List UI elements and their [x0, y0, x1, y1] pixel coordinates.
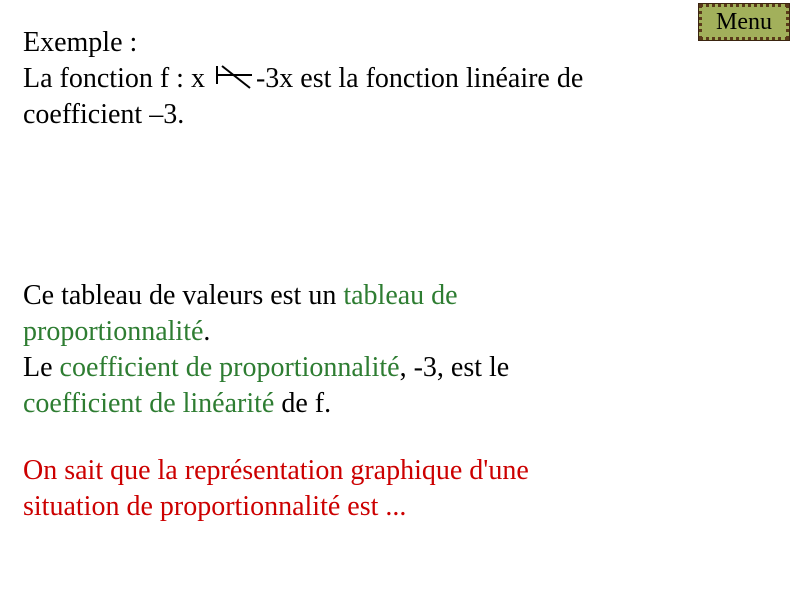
- le-text: Le: [23, 352, 60, 383]
- function-prefix: La fonction f : x: [23, 63, 205, 94]
- term-coefficient-proportionnalite: coefficient de proportionnalité: [59, 352, 400, 383]
- term-proportionnalite: proportionnalité: [23, 316, 204, 347]
- question-block: [23, 453, 529, 525]
- question-line-1: On sait que la représentation graphique d'une: [23, 455, 529, 486]
- term-tableau-de: tableau de: [343, 280, 458, 311]
- coefficient-line: coefficient –3.: [23, 99, 185, 130]
- explanation-line-4: [23, 386, 509, 422]
- explanation-block: [23, 278, 509, 422]
- function-suffix: -3x est la fonction linéaire de: [255, 63, 584, 94]
- explanation-line-2: [23, 314, 509, 350]
- table-text: Ce tableau de valeurs est un: [23, 280, 344, 311]
- function-definition-line: [23, 61, 583, 97]
- de-f-text: de f.: [274, 388, 332, 419]
- coefficient-value-text: , -3, est le: [399, 352, 510, 383]
- menu-button[interactable]: Menu: [699, 4, 789, 40]
- explanation-line-1: [23, 278, 509, 314]
- period-text: .: [203, 316, 211, 347]
- term-coefficient-linearite: coefficient de linéarité: [23, 388, 275, 419]
- question-line-2: situation de proportionnalité est ...: [23, 491, 407, 522]
- maps-to-arrow-icon: [212, 62, 256, 90]
- example-block: [23, 25, 583, 133]
- explanation-line-3: [23, 350, 509, 386]
- example-heading: Exemple :: [23, 27, 138, 58]
